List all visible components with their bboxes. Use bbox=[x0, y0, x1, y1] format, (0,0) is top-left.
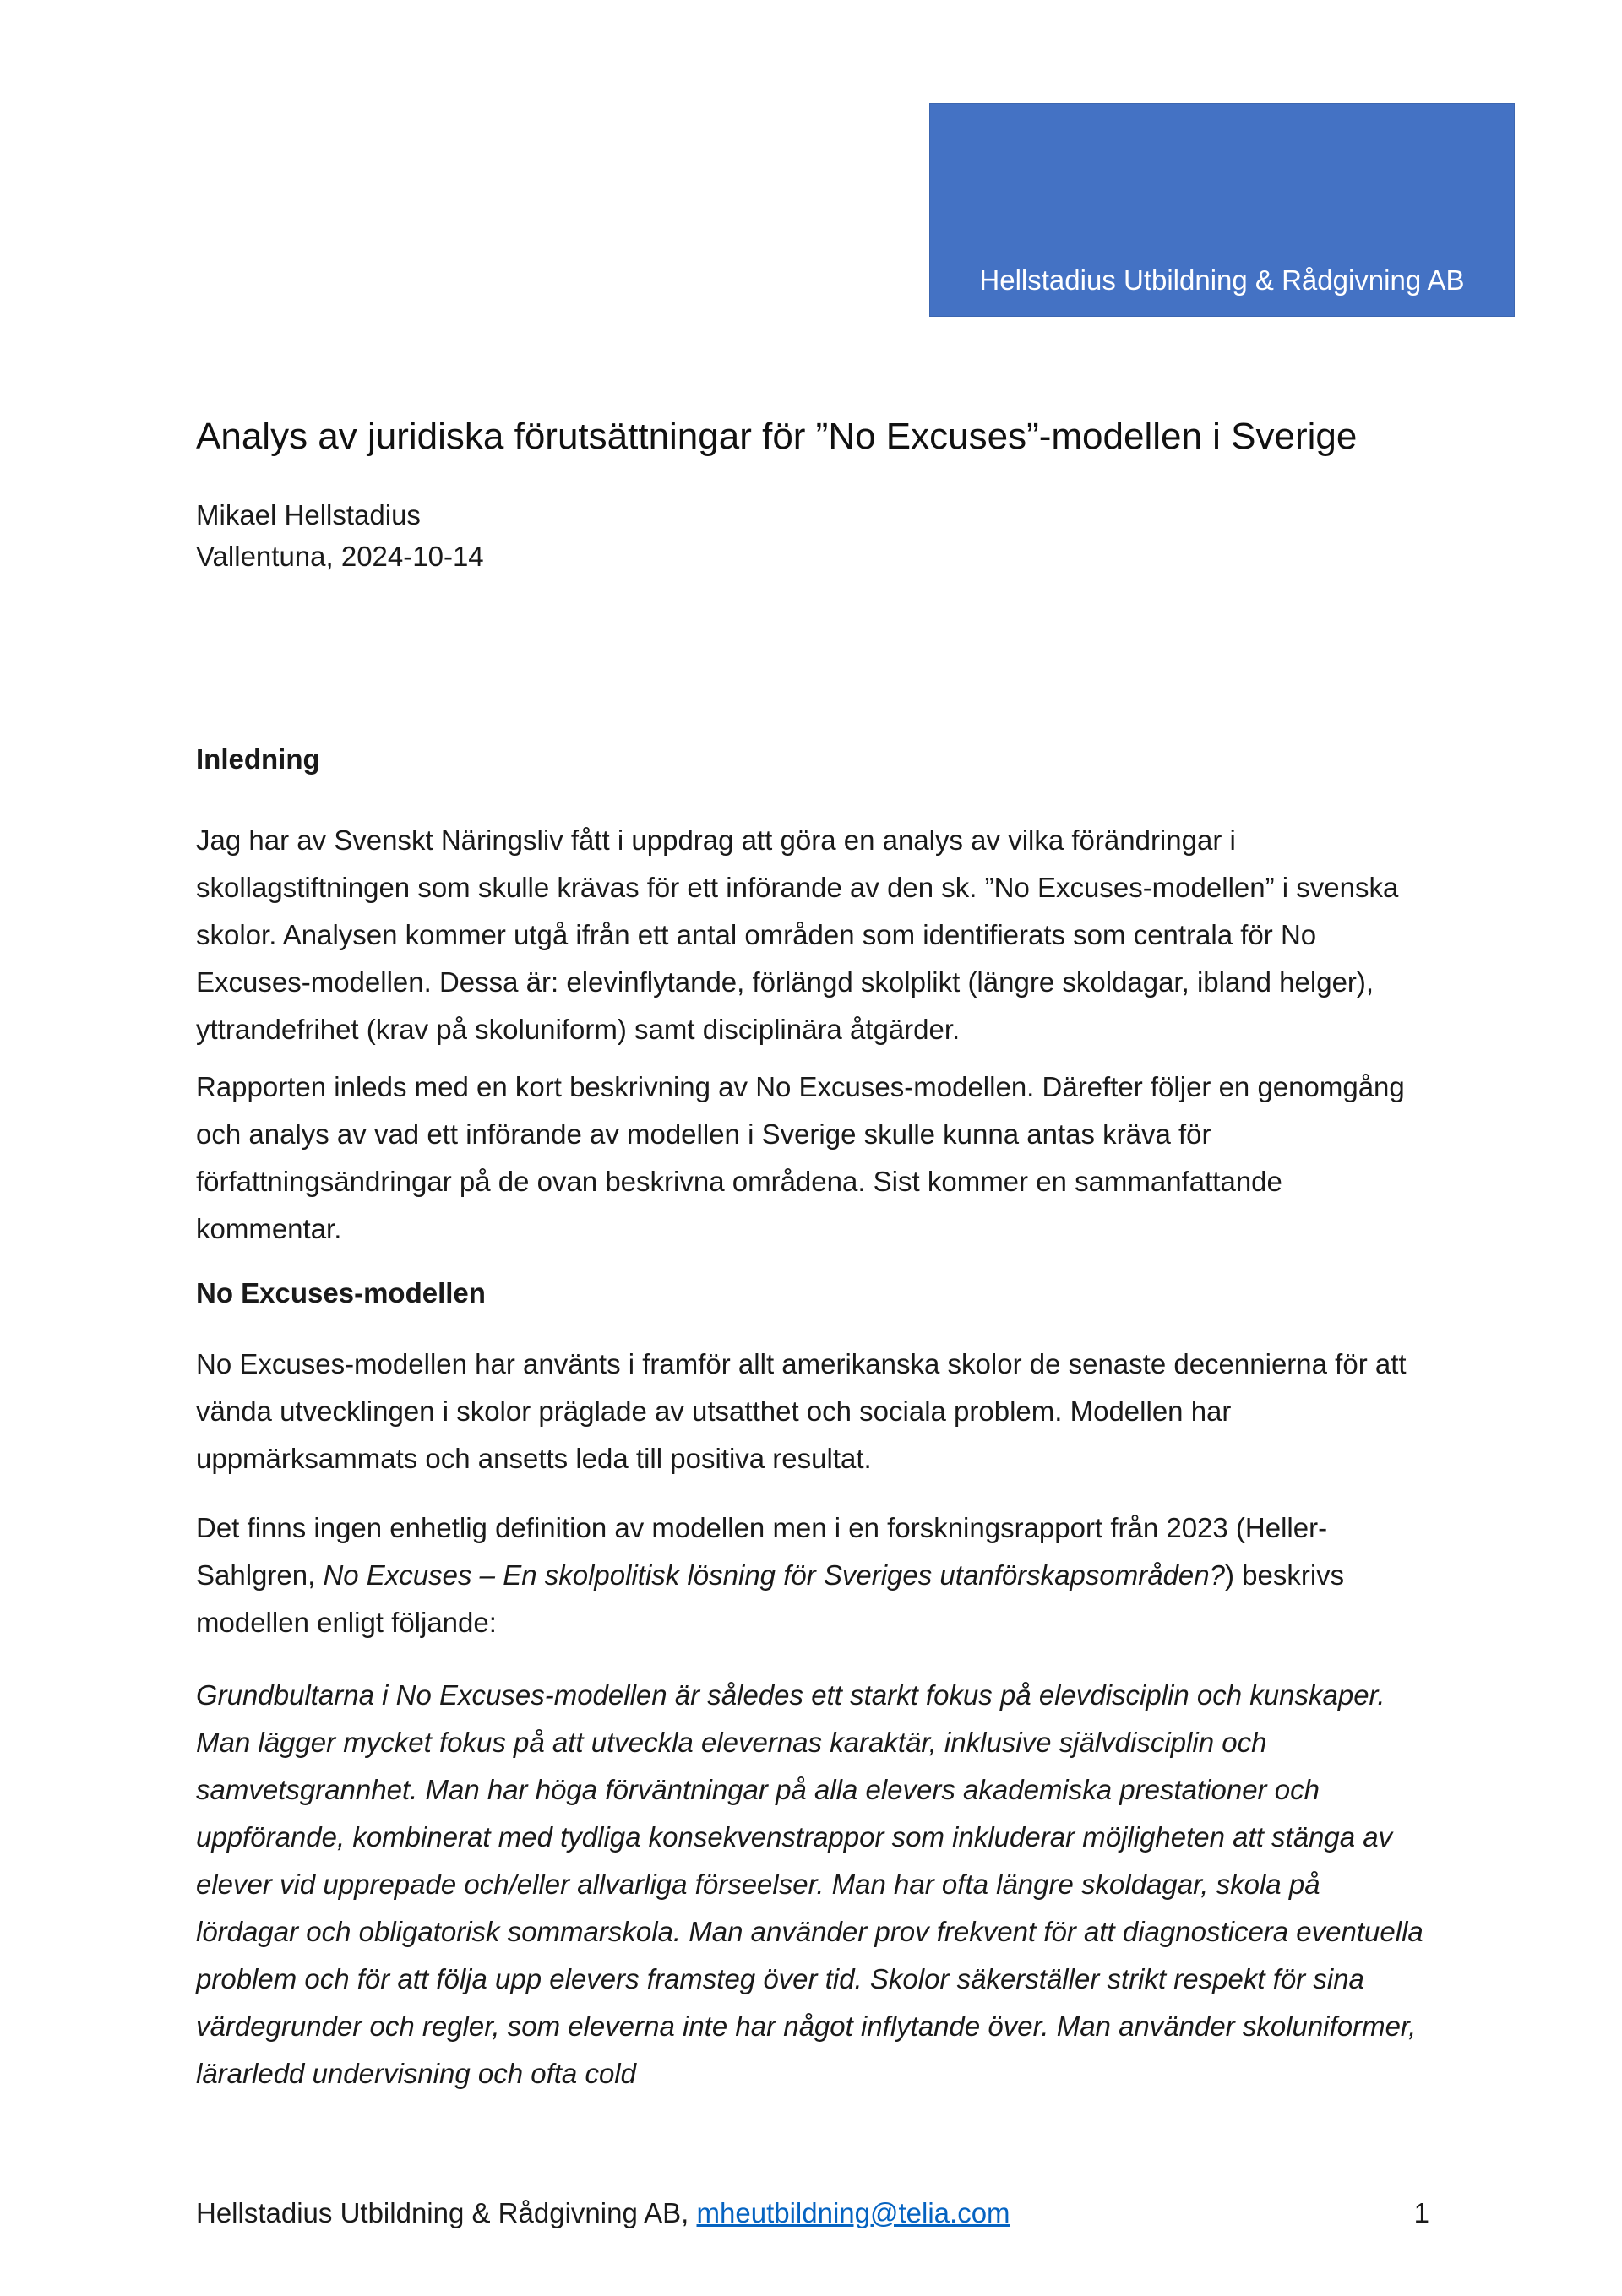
model-paragraph-2-lead: Det finns ingen enhetlig definition av modellen men i en forskningsrapport från 2023 (Heller-Sahlgren, bbox=[196, 1512, 1328, 1591]
intro-paragraph-2: Rapporten inleds med en kort beskrivning av No Excuses-modellen. Därefter följer en genomgång och analys av vad ett införande av modellen i Sverige skulle kunna antas kräva för författningsändringar på de ovan beskrivna områdena. Sist kommer en sammanfattande kommentar. bbox=[196, 1071, 1405, 1244]
header-company-name: Hellstadius Utbildning & Rådgivning AB bbox=[979, 264, 1465, 296]
section-heading-no-excuses-modellen: No Excuses-modellen bbox=[196, 1277, 486, 1309]
intro-paragraph-1: Jag har av Svenskt Näringsliv fått i uppdrag att göra en analys av vilka förändringar i skollagstiftningen som skulle krävas för ett införande av den sk. ”No Excuses-modellen” i svenska skolor. Analysen kommer utgå ifrån ett antal områden som identifierats som centrala för No Excuses-modellen. Dessa är: elevinflytande, förlängd skolplikt (längre skoldagar, ibland helger), yttrandefrihet (krav på skoluniform) samt disciplinära åtgärder. bbox=[196, 824, 1399, 1045]
page-footer bbox=[196, 2195, 1429, 2232]
document-body bbox=[196, 0, 1429, 2097]
place-and-date: Vallentuna, 2024-10-14 bbox=[196, 541, 484, 572]
footer-left bbox=[196, 2195, 1010, 2232]
byline-block bbox=[196, 494, 1429, 577]
model-paragraph-2 bbox=[196, 1504, 1429, 1646]
page-number: 1 bbox=[1413, 2197, 1429, 2228]
model-paragraph-2-trail: ) beskrivs modellen enligt följande: bbox=[196, 1559, 1345, 1638]
model-paragraph-1: No Excuses-modellen har använts i framför allt amerikanska skolor de senaste decennierna för att vända utvecklingen i skolor präglade av utsatthet och sociala problem. Modellen har uppmärksammats och ansetts leda till positiva resultat. bbox=[196, 1348, 1407, 1474]
report-title-citation: No Excuses – En skolpolitisk lösning för Sveriges utanförskapsområden? bbox=[323, 1559, 1225, 1591]
footer-company-text: Hellstadius Utbildning & Rådgivning AB, bbox=[196, 2197, 697, 2228]
author-name: Mikael Hellstadius bbox=[196, 499, 421, 530]
section-heading-inledning: Inledning bbox=[196, 743, 320, 775]
footer-email-link[interactable]: mheutbildning@telia.com bbox=[696, 2197, 1010, 2228]
block-quote-model-description: Grundbultarna i No Excuses-modellen är således ett starkt fokus på elevdisciplin och kunskaper. Man lägger mycket fokus på att utveckla elevernas karaktär, inklusive självdisciplin och samvetsgrannhet. Man har höga förväntningar på alla elevers akademiska prestationer och uppförande, kombinerat med tydliga konsekvenstrappor som inkluderar möjligheten att stänga av elever vid upprepade och/eller allvarliga förseelser. Man har ofta längre skoldagar, skola på lördagar och obligatorisk sommarskola. Man använder prov frekvent för att diagnosticera eventuella problem och för att följa upp elevers framsteg över tid. Skolor säkerställer strikt respekt för sina värdegrunder och regler, som eleverna inte har något inflytande över. Man använder skoluniformer, lärarledd undervisning och ofta cold bbox=[196, 1679, 1423, 2089]
document-title: Analys av juridiska förutsättningar för ”No Excuses”-modellen i Sverige bbox=[196, 416, 1358, 457]
